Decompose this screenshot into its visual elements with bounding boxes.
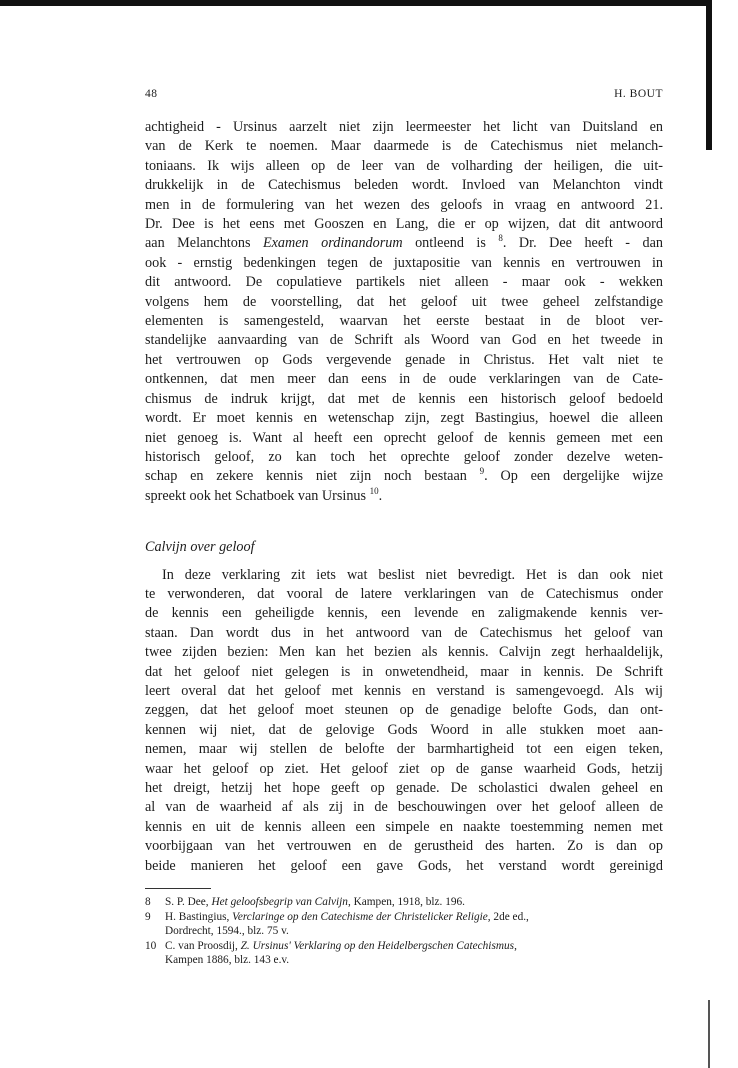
text-line: het dreigt, hetzij het hope geeft op genade. De scholastici dwalen geheel en [145,780,663,796]
footnote-9 [145,910,663,939]
text-fragment: H. Bastingius, [165,910,233,923]
footnote-ref-10: 10 [369,485,379,496]
text-fragment: aan Melanchtons [145,235,263,252]
text-line: wordt. Er moet kennis en wetenschap zijn, zegt Bastingius, hoewel die alleen [145,410,663,427]
text-line: toniaans. Ik wijs alleen op de leer van de volharding der heiligen, die uit- [145,157,663,174]
text-line: van de Kerk te noemen. Maar daarmede is de Catechismus niet melanch- [145,138,663,155]
text-line [145,234,663,253]
footnote-title-italic: Het geloofsbegrip van Calvijn [211,896,348,909]
text-line: beide manieren het geloof een gave Gods, het verstand wordt gereinigd [145,857,663,874]
text-line: leert overal dat het geloof met kennis en verstand is samengevoegd. Als wij [145,682,663,699]
running-head-author: H. BOUT [614,88,663,100]
text-line: men in de formulering van het wezen des geloofs in vraag en antwoord 21. [145,196,663,213]
scan-border-right-lower [708,1000,710,1068]
footnote-line [165,939,663,954]
text-fragment: . Op een dergelijke wijze [484,468,663,485]
text-line: ontkennen, dat men meer dan eens in de oude verklaringen van de Cate- [145,371,663,388]
scan-border-top [0,0,712,6]
footnote-line: Kampen 1886, blz. 143 e.v. [165,954,290,967]
text-line: dat het geloof niet gelegen is in onwetendheid, maar in kennis. De Schrift [145,663,663,680]
text-fragment: . [378,487,383,504]
text-fragment: C. van Proosdij, [165,939,241,952]
text-line: Dr. Dee is het eens met Gooszen en Lang, die er op wijzen, dat dit antwoord [145,216,663,233]
footnote-ref-9: 9 [479,466,485,477]
text-line: ook - ernstig bedenkingen tegen de juxtapositie van kennis en vertrouwen in [145,254,663,271]
text-line: het vertrouwen op Gods vergevende genade in Christus. Het valt niet te [145,351,663,368]
text-line: twee zijden bezien: Men kan het bezien als kennis. Calvijn zegt herhaaldelijk, [145,644,663,661]
text-fragment: ontleend is [402,235,499,252]
footnote-number: 10 [145,939,157,952]
text-line: nemen, maar wij stellen de belofte der barmhartigheid tot een eigen teken, [145,741,663,758]
text-line: voorbijgaan van het vertrouwen en de gerustheid des harten. Zo is dan op [145,838,663,855]
footnote-number: 9 [145,910,151,923]
footnote-rule [145,888,211,889]
text-fragment: spreekt ook het Schatboek van Ursinus [145,487,370,504]
book-page [145,88,663,968]
section-paragraph [145,566,663,877]
footnote-10 [145,939,663,968]
footnote-title-italic: Z. Ursinus' Verklaring op den Heidelbergschen Catechismus [240,939,515,952]
text-fragment: , Kampen, 1918, blz. 196. [347,896,465,909]
text-line: de kennis een geheiligde kennis, een levende en zaligmakende kennis ver- [145,605,663,622]
footnote-line [165,910,663,925]
text-line: elementen is samengesteld, waarvan het eerste bestaat in de bloot ver- [145,313,663,330]
running-head [145,88,663,104]
paragraph-continued [145,118,663,506]
text-line: al van de waarheid af als zij in de beschouwingen over het geloof alleen de [145,799,663,816]
text-line: standelijke aanvaarding van de Schrift als Woord van God en het tweede in [145,332,663,349]
text-fragment: , 2de ed., [487,910,529,923]
text-line: chismus de indruk krijgt, dat met de kennis een historisch geloof bedoeld [145,390,663,407]
text-line: zeggen, dat het geloof moet steunen op de genadige belofte Gods, dan ont- [145,702,663,719]
footnote-line [165,895,663,910]
text-line: staan. Dan wordt dus in het antwoord van de Catechismus het geloof van [145,624,663,641]
text-line [145,487,663,506]
text-fragment: S. P. Dee, [165,896,212,909]
text-line: dit antwoord. De copulatieve partikels niet alleen - maar ook - wekken [145,274,663,291]
text-line: achtigheid - Ursinus aarzelt niet zijn leermeester het licht van Duitsland en [145,119,663,135]
section-heading: Calvijn over geloof [145,539,255,556]
text-line: te verwonderen, dat vooral de latere verklaringen van de Catechismus onder [145,585,663,602]
text-line: historisch geloof, zo kan toch het oprechte geloof zonder dezelve weten- [145,448,663,465]
footnote-number: 8 [145,896,151,909]
footnote-8 [145,895,663,910]
text-line: niet genoeg is. Want al heeft een oprecht geloof de kennis gemeen met een [145,429,663,446]
text-fragment: , [514,939,517,952]
text-line: kennis en uit de kennis alleen een simpele en naakte toestemming nemen met [145,818,663,835]
scan-border-right [706,0,712,150]
footnote-text [165,910,663,939]
footnote-line: Dordrecht, 1594., blz. 75 v. [165,925,289,938]
book-title-italic: Examen ordinandorum [262,235,403,252]
footnote-title-italic: Verclaringe op den Catechisme der Christelicker Religie [232,910,488,923]
text-line: kennen wij niet, dat de gelovige Gods Woord in alle stukken moet aan- [145,721,663,738]
text-line: waar het geloof op ziet. Het geloof ziet op de ganse waarheid Gods, hetzij [145,760,663,777]
footnote-text [165,895,663,910]
text-line: volgens hem de voorstelling, dat het geloof uit twee geheel zelfstandige [145,293,663,310]
page-number: 48 [145,88,158,100]
text-line: drukkelijk in de Catechismus beleden wordt. Invloed van Melanchton vindt [145,177,663,194]
text-fragment: . Dr. Dee heeft - dan [502,235,663,252]
text-fragment: schap en zekere kennis niet zijn noch bestaan [145,468,480,485]
footnote-text [165,939,663,968]
footnote-ref-8: 8 [498,233,503,244]
footnotes [145,895,663,968]
text-line [145,467,663,486]
text-line: In deze verklaring zit iets wat beslist niet bevredigt. Het is dan ook niet [162,566,663,583]
